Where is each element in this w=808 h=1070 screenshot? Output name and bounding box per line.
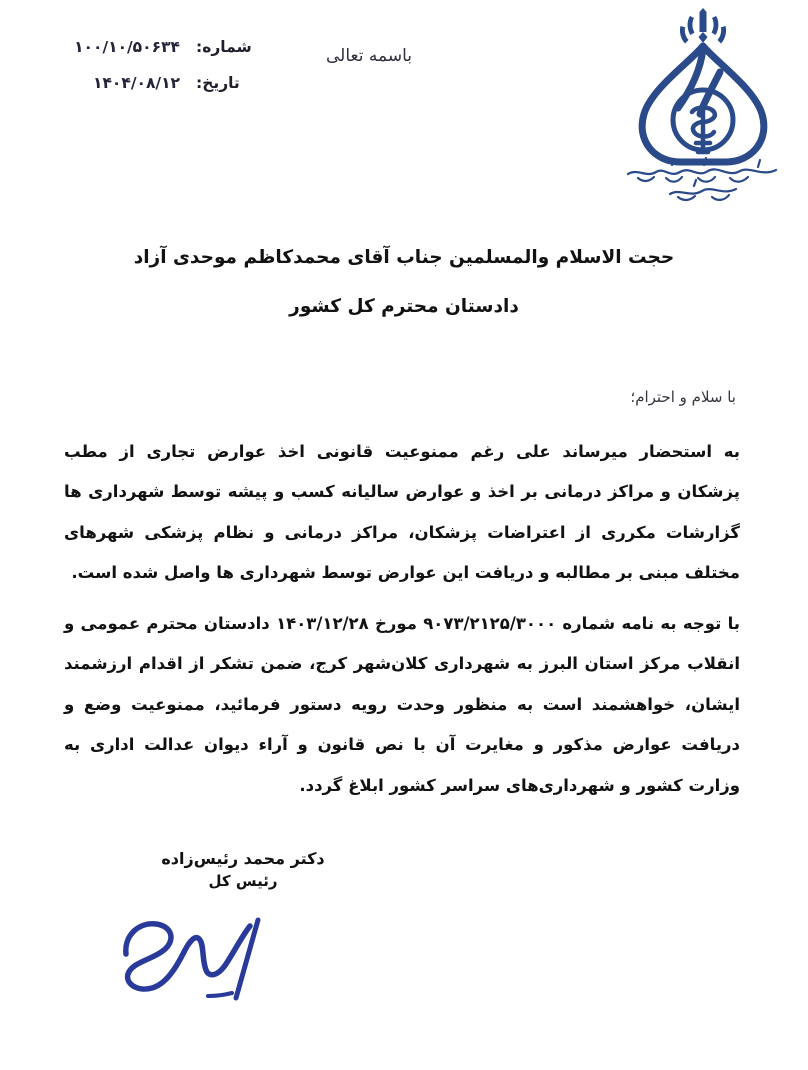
organization-logo [608,2,798,207]
recipient-block [68,244,740,321]
signatory-name: دکتر محمد رئیس‌زاده [161,849,325,868]
letter-date-row [28,74,258,92]
letter-date-value: ۱۴۰۴/۰۸/۱۲ [92,74,180,92]
recipient-name: حجت الاسلام والمسلمین جناب آقای محمدکاظم موحدی آزاد [133,247,675,268]
letter-date-label: تاریخ: [196,74,240,92]
letter-header [0,0,808,215]
handwritten-signature [108,896,358,1006]
invocation-text: باسمه تعالی [326,46,412,66]
salutation-text: با سلام و احترام؛ [630,388,736,406]
letter-number-value: ۱۰۰/۱۰/۵۰۶۳۴ [74,38,180,56]
signatory-title: رئیس کل [208,872,278,891]
letter-number-label: شماره: [196,38,252,56]
signatory-info [118,848,368,892]
medical-council-emblem-icon [608,2,798,207]
iran-national-emblem-icon [680,8,726,44]
body-paragraph-2: با توجه به نامه شماره ۹۰۷۳/۲۱۲۵/۳۰۰۰ مورخ ۱۴۰۳/۱۲/۲۸ دادستان محترم عمومی و انقلاب مرکز استان البرز به شهرداری کلان‌شهر کرج، ضمن تشکر از اقدام ارزشمند ایشان، خواهشمند است به منظور وحدت رویه دستور فرمائید، ممنوعیت وضع و دریافت عوارض مذکور و مغایرت آن با نص قانون و آراء دیوان عدالت اداری به وزارت کشور و شهرداری‌های سراسر کشور ابلاغ گردد. [64,614,740,795]
body-paragraph-1: به استحضار میرساند علی رغم ممنوعیت قانونی اخذ عوارض تجاری از مطب پزشکان و مراکز درمانی بر اخذ و عوارض سالیانه کسب و پیشه توسط شهرداری ها گزارشات مکرری از اعتراضات پزشکان، مراکز درمانی و نظام پزشکی شهرهای مختلف مبنی بر مطالبه و دریافت این عوارض توسط شهرداری ها واصل شده است. [64,442,740,583]
signature-stroke-icon [108,896,358,1006]
recipient-title: دادستان محترم کل کشور [289,295,519,317]
